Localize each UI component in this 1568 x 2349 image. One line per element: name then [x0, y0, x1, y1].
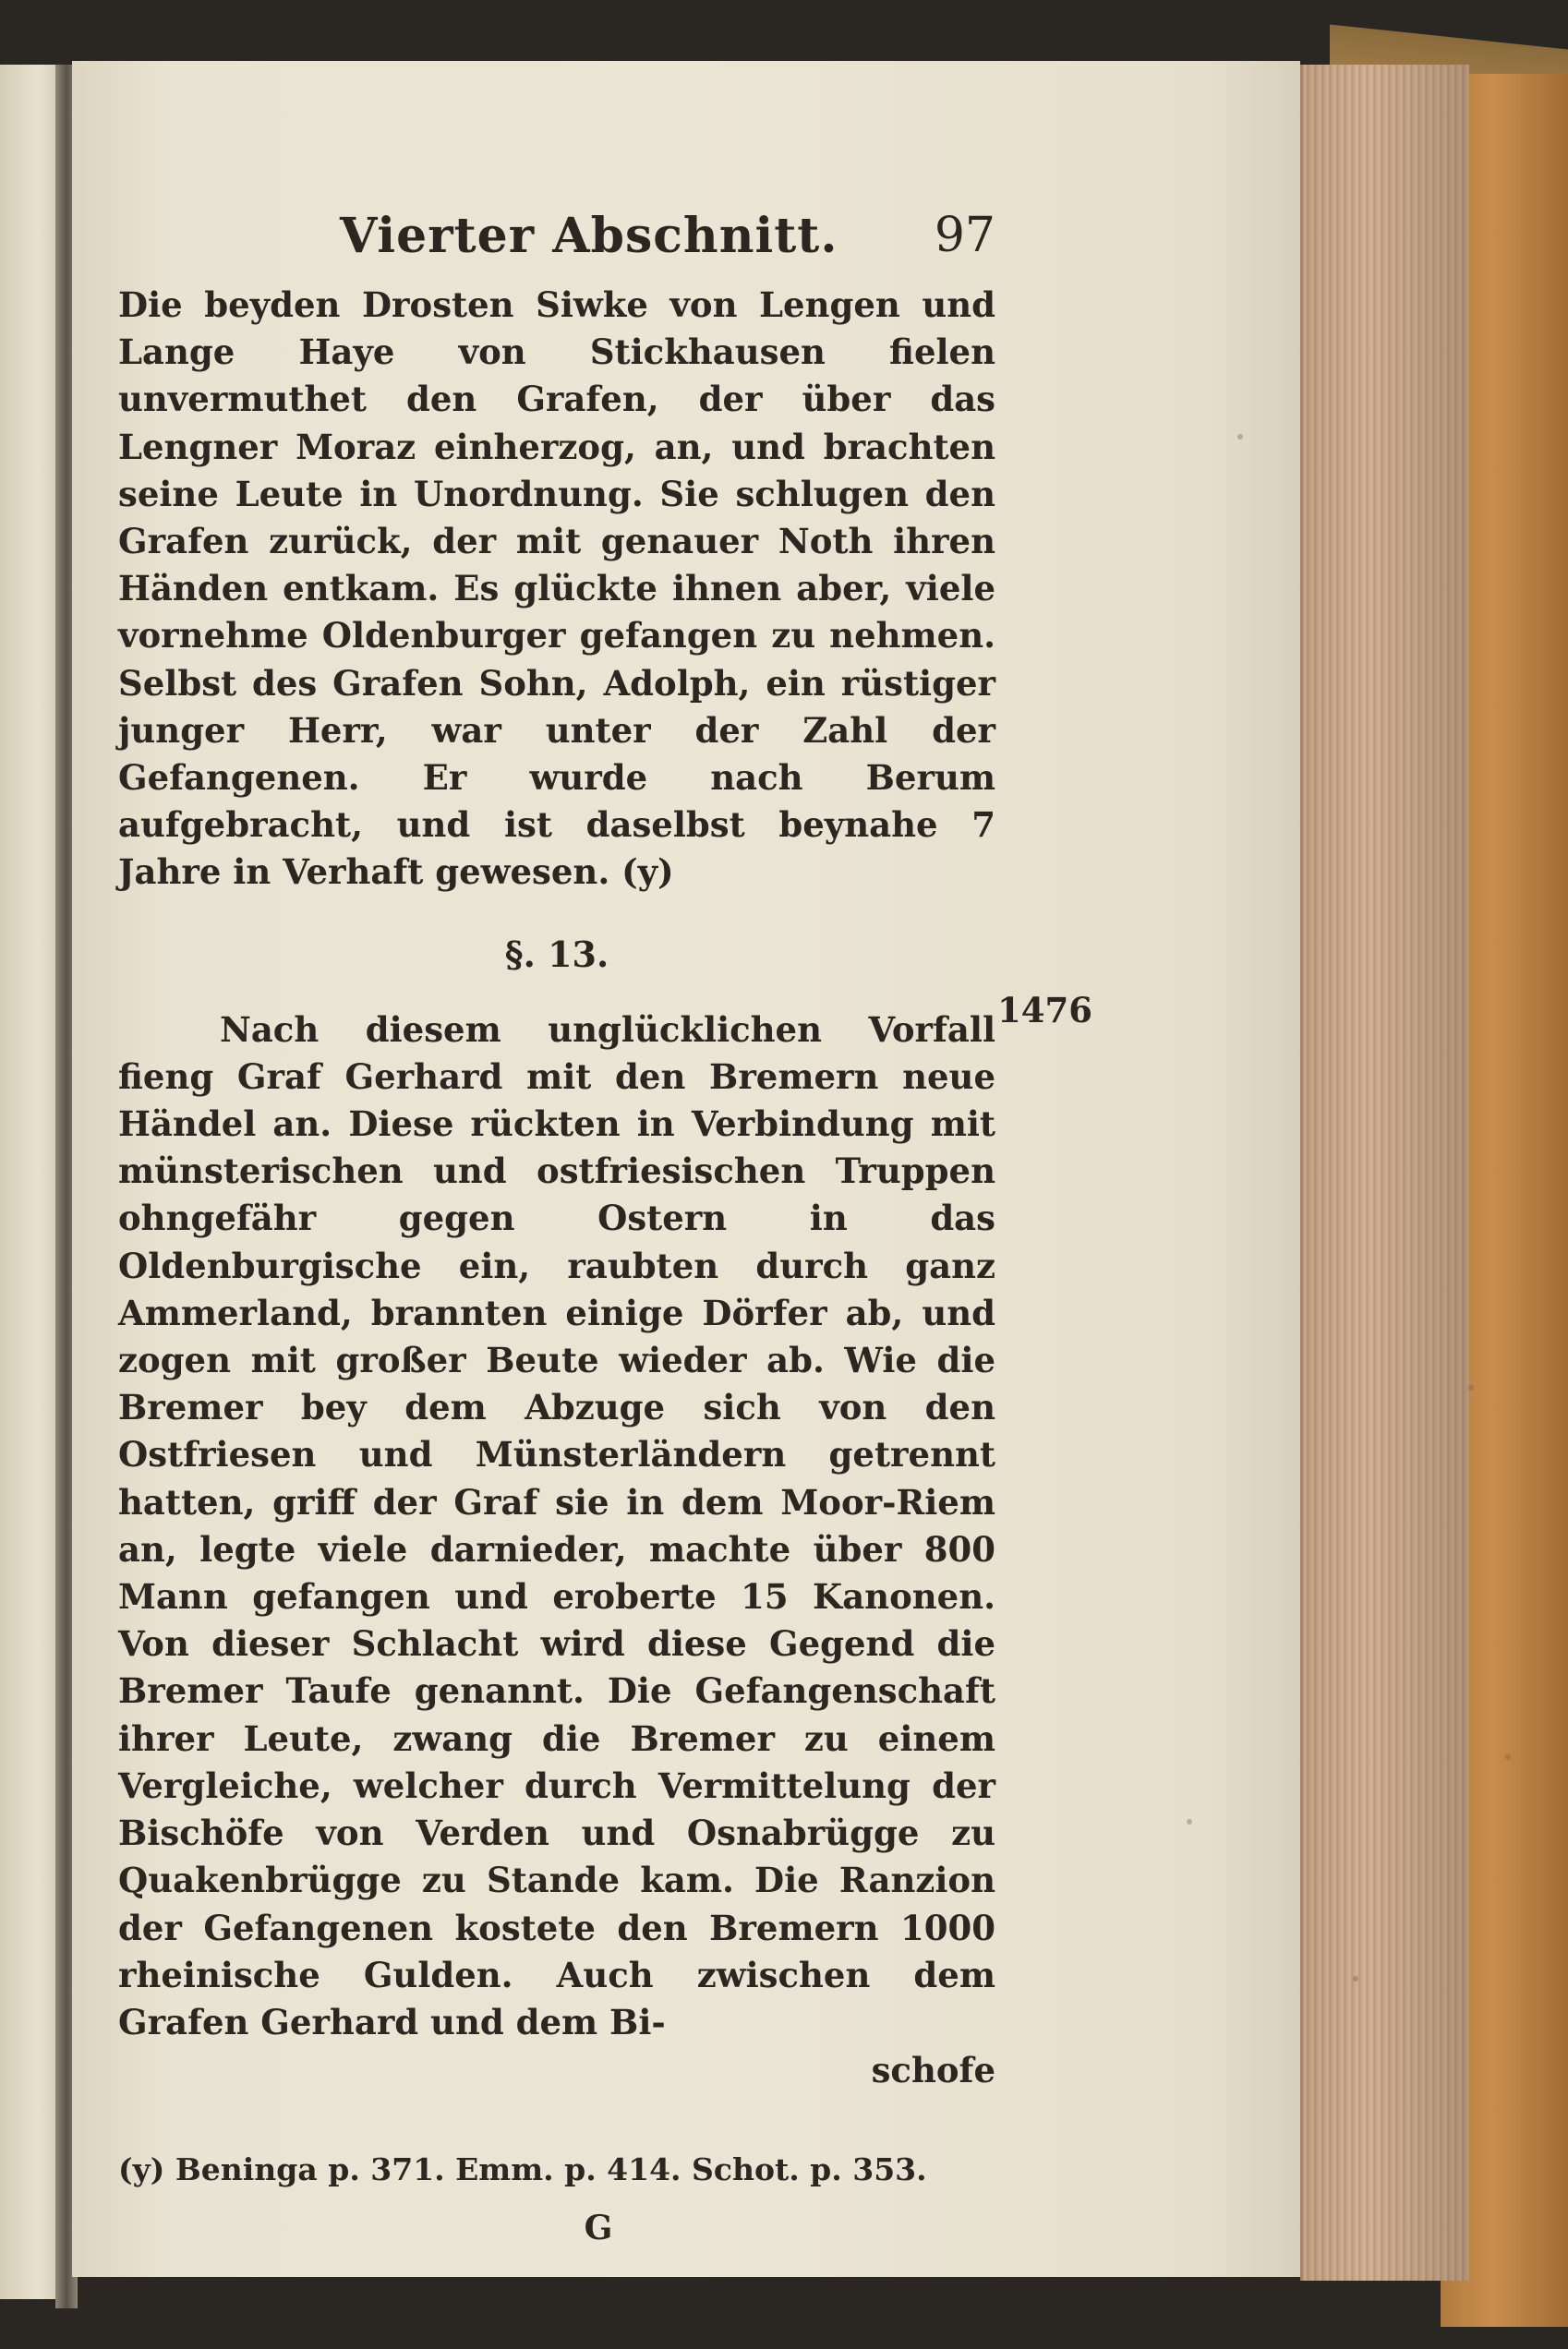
page-text-block [118, 208, 995, 2247]
catchword: schofe [871, 2050, 995, 2091]
page-number: 97 [934, 208, 995, 263]
running-head [118, 208, 995, 282]
paragraph-1: Die beyden Drosten Siwke von Lengen und Lange Haye von Stickhausen fielen unvermuthet den Grafen, der über das Lengner Moraz einherzog, an, und brachten seine Leute in Unordnung. Sie schlugen den Grafen zurück, der mit genauer Noth ihren Händen entkam. Es glückte ihnen aber, viele vornehme Oldenburger gefangen zu nehmen. Selbst des Grafen Sohn, Adolph, ein rüstiger junger Herr, war unter der Zahl der Gefangenen. Er wurde nach Berum aufgebracht, und ist daselbst beynahe 7 Jahre in Verhaft gewesen. (y) [118, 284, 995, 893]
section-heading: §. 13. [504, 933, 609, 975]
paragraph-2: Nach diesem unglücklichen Vorfall fieng Graf Gerhard mit den Bremern neue Händel an. Diese rückten in Verbindung mit münsterischen und ostfriesischen Truppen ohngefähr gegen Ostern in das Oldenburgische ein, raubten durch ganz Ammerland, brannten einige Dörfer ab, und zogen mit großer Beute wieder ab. Wie die Bremer bey dem Abzuge sich von den Ostfriesen und Münsterländern getrennt hatten, griff der Graf sie in dem Moor-Riem an, legte viele darnieder, machte über 800 Mann gefangen und eroberte 15 Kanonen. Von dieser Schlacht wird diese Gegend die Bremer Taufe genannt. Die Gefangenschaft ihrer Leute, zwang die Bremer zu einem Vergleiche, welcher durch Vermittelung der Bischöfe von Verden und Osnabrügge zu Quakenbrügge zu Stande kam. Die Ranzion der Gefangenen kostete den Bremern 1000 rheinische Gulden. Auch zwischen dem Grafen Gerhard und dem Bi- [118, 1008, 995, 2042]
signature-mark: G [584, 2209, 613, 2248]
page-fore-edge [1300, 65, 1469, 2281]
running-head-title: Vierter Abschnitt. [340, 208, 838, 264]
margin-year-note: 1476 [997, 990, 1092, 1030]
footnote: (y) Beninga p. 371. Emm. p. 414. Schot. p. 353. [118, 2151, 927, 2188]
